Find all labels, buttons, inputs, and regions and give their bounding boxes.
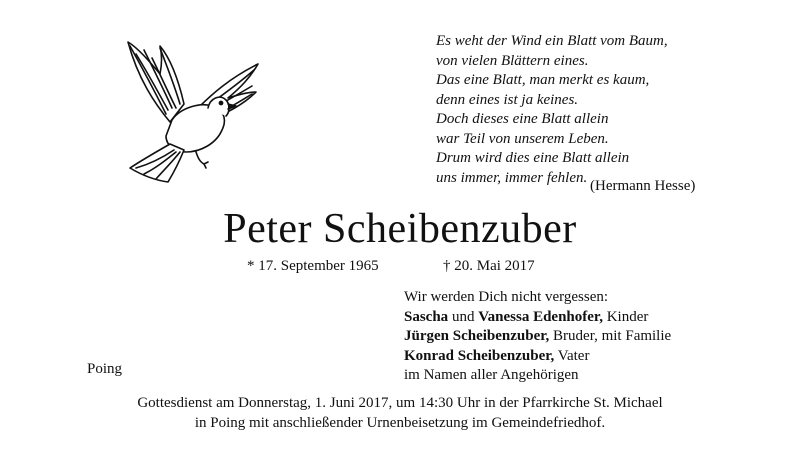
- mourner-father: [404, 347, 671, 367]
- mourner-name: Jürgen Scheibenzuber,: [404, 328, 550, 344]
- mourner-brother: [404, 327, 671, 347]
- poem-line: denn eines ist ja keines.: [436, 91, 579, 108]
- birth-date: * 17. September 1965: [247, 258, 379, 274]
- mourner-name: Sascha: [404, 308, 449, 325]
- service-line: in Poing mit anschließender Urnenbeisetzung im Gemeindefriedhof.: [194, 414, 606, 431]
- mourners-intro: Wir werden Dich nicht vergessen:: [404, 289, 609, 305]
- place: Poing: [87, 361, 123, 377]
- dove-icon: [100, 34, 268, 194]
- poem-line: uns immer, immer fehlen.: [436, 169, 588, 186]
- mourner-name: Konrad Scheibenzuber,: [404, 347, 555, 364]
- service-info: [0, 394, 800, 433]
- mourner-relation: Vater: [554, 347, 590, 364]
- mourner-connector: und: [448, 308, 479, 325]
- death-date: † 20. Mai 2017: [443, 258, 535, 274]
- deceased-name: Peter Scheibenzuber: [223, 206, 577, 252]
- mourners-list: [404, 288, 671, 386]
- poem-line: Es weht der Wind ein Blatt vom Baum,: [436, 33, 668, 49]
- poem-author: (Hermann Hesse): [590, 178, 696, 194]
- poem-line: von vielen Blättern eines.: [436, 52, 589, 69]
- poem-line: Drum wird dies eine Blatt allein: [436, 150, 630, 166]
- mourner-name: Vanessa Edenhofer,: [478, 308, 603, 325]
- mourner-relation: Kinder: [602, 308, 649, 325]
- poem-line: war Teil von unserem Leben.: [436, 130, 609, 147]
- poem-line: Doch dieses eine Blatt allein: [436, 111, 609, 127]
- mourner-relation: Bruder, mit Familie: [549, 328, 672, 344]
- poem-line: Das eine Blatt, man merkt es kaum,: [436, 72, 650, 88]
- service-line: Gottesdienst am Donnerstag, 1. Juni 2017, um 14:30 Uhr in der Pfarrkirche St. Michael: [137, 395, 663, 411]
- poem: [436, 32, 726, 188]
- mourners-closing: im Namen aller Angehörigen: [404, 367, 579, 383]
- mourner-children: [404, 308, 671, 328]
